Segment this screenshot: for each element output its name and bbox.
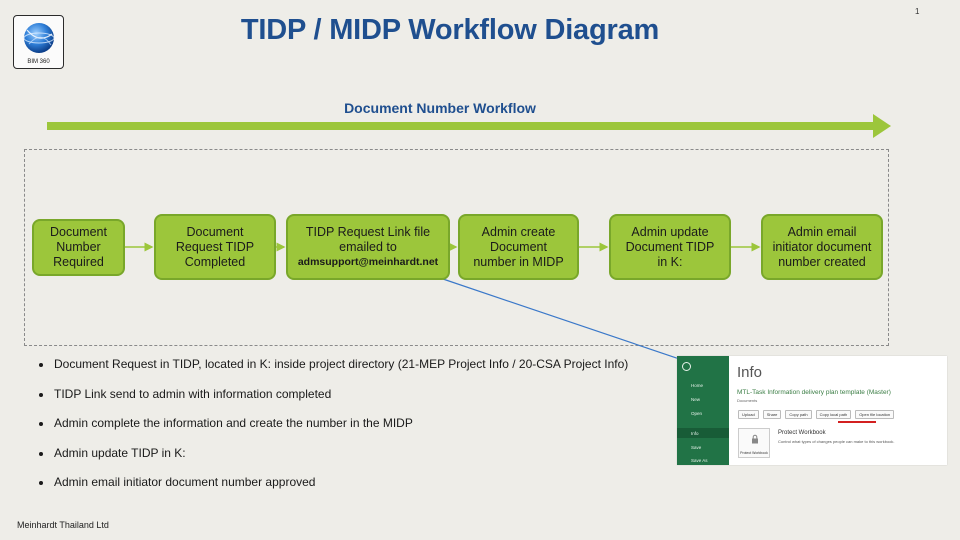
step-line: Request TIDP [175,239,255,254]
copy-path-button: Copy path [785,410,811,419]
footer-company: Meinhardt Thailand Ltd [17,520,109,530]
protect-workbook-label: Protect Workbook [740,451,768,455]
copy-local-path-button: Copy local path [816,410,852,419]
step-line: initiator document [772,239,872,254]
bullet-item: TIDP Link send to admin with information completed [38,387,628,417]
step-line: TIDP Request Link file [305,224,431,239]
excel-screenshot [677,356,947,465]
excel-button-row [738,410,898,420]
share-button: Share [763,410,782,419]
step-line: Admin email [787,224,857,239]
logo-caption: BIM 360 [27,59,50,65]
step-line: Admin create [481,224,556,239]
step-document-number-required [32,219,125,276]
step-tidp-request-link [286,214,450,280]
bullet-list [38,357,628,505]
bullet-item: Admin email initiator document number approved [38,475,628,505]
step-line: emailed to [339,239,397,254]
step-line: Admin update [631,224,709,239]
sidebar-item-save: Save [691,445,702,450]
bullet-item: Admin complete the information and create the number in the MIDP [38,416,628,446]
step-line: Document TIDP [625,239,715,254]
excel-doc-title: MTL-Task Information delivery plan template (Master) [737,389,891,396]
step-line: Completed [184,254,246,269]
protect-workbook-tile [738,428,770,458]
step-admin-create-number [458,214,579,280]
excel-info-title: Info [737,364,763,381]
protect-workbook-description: Control what types of changes people can make to this workbook. [778,439,895,444]
step-line: in K: [657,254,683,269]
page-number: 1 [915,7,920,16]
step-line: Document [186,224,244,239]
sidebar-item-save-as: Save As [691,458,708,463]
excel-doc-subtitle: Documents [737,398,758,403]
step-line: number created [778,254,866,269]
sidebar-item-home: Home [691,383,704,388]
highlight-underline [838,421,876,423]
step-line: Document [50,225,107,239]
page-title: TIDP / MIDP Workflow Diagram [240,14,660,46]
protect-workbook-title: Protect Workbook [778,430,826,436]
step-document-request-tidp [154,214,276,280]
excel-sidebar [677,356,729,465]
lock-icon [750,434,760,444]
step-admin-email-initiator [761,214,883,280]
sidebar-item-open: Open [691,411,703,416]
workflow-label: Document Number Workflow [344,100,536,116]
back-arrow-icon [682,362,691,371]
open-file-location-button: Open file location [855,410,894,419]
upload-button: Upload [738,410,759,419]
sidebar-highlight [677,428,729,438]
step-line: Document [490,239,547,254]
step-line: Number [56,240,101,254]
sidebar-item-info: Info [691,431,699,436]
step-email: admsupport@meinhardt.net [297,255,439,268]
step-line: Required [53,255,104,269]
bullet-item: Document Request in TIDP, located in K: inside project directory (21-MEP Project Info / 20-CSA Project Info) [38,357,628,387]
bullet-item: Admin update TIDP in K: [38,446,628,476]
step-admin-update-tidp [609,214,731,280]
sidebar-item-new: New [691,397,701,402]
step-line: number in MIDP [473,254,564,269]
